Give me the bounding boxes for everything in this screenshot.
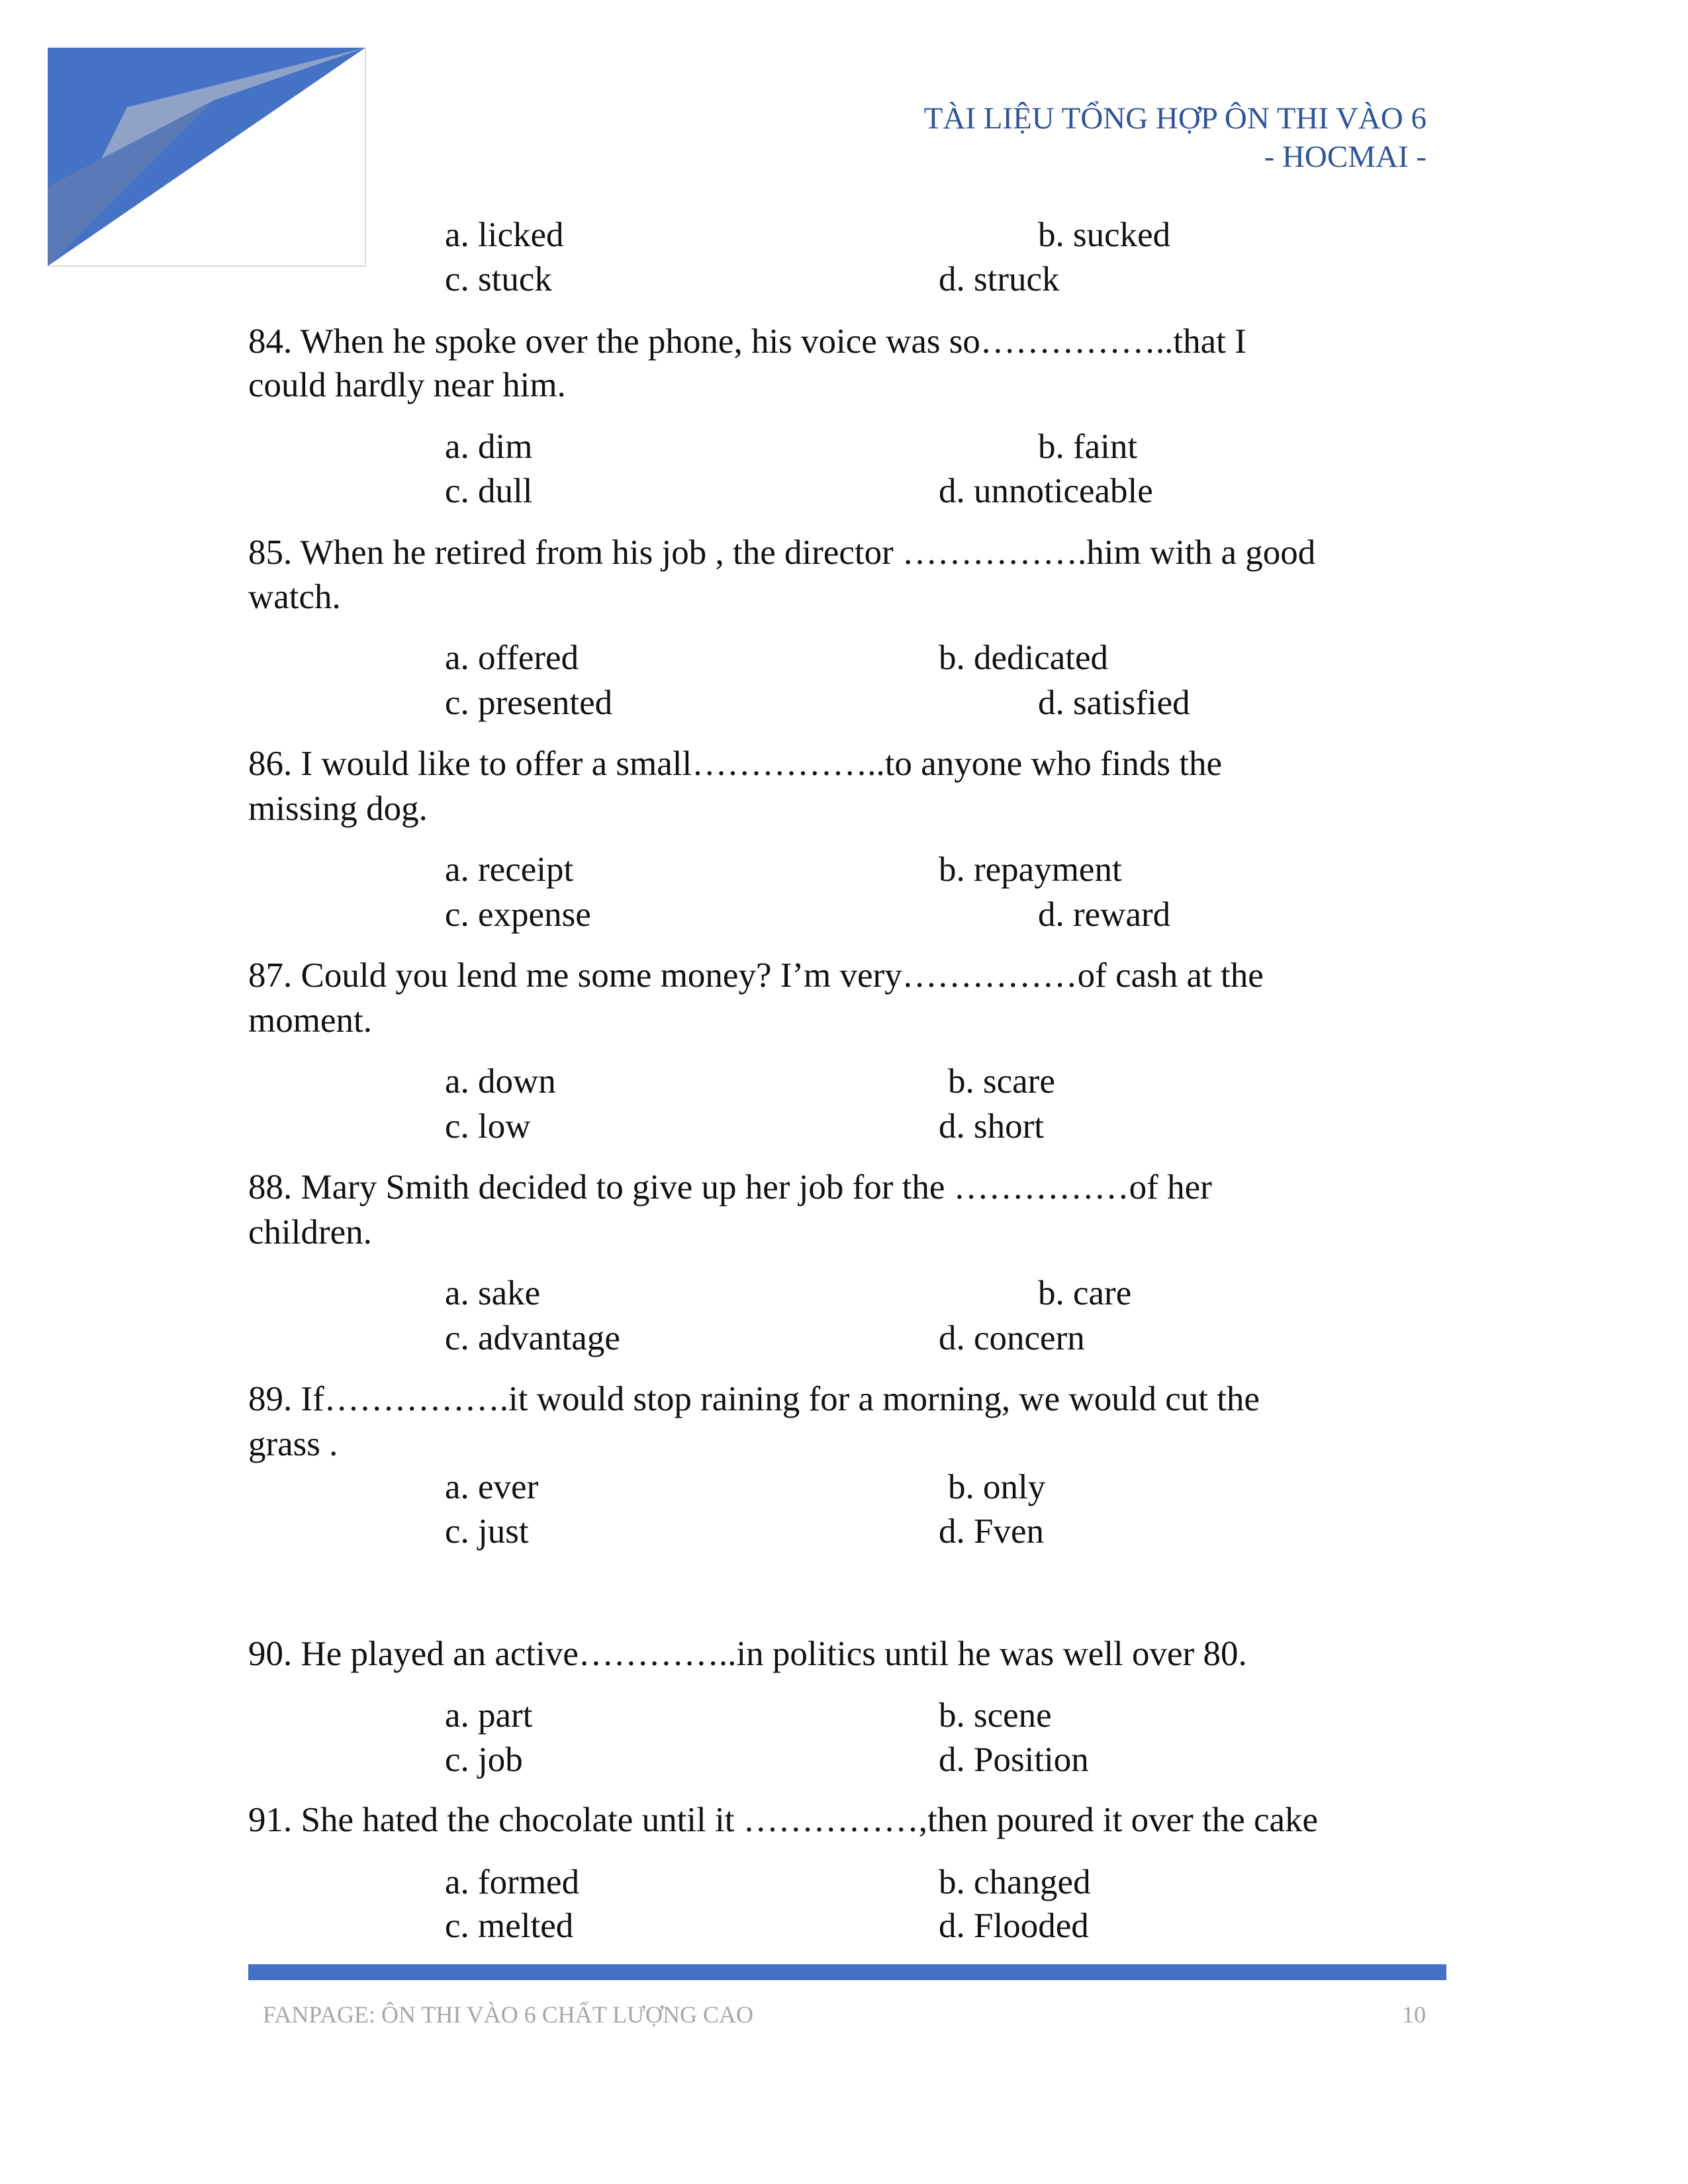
q87-option-b: b. scare <box>948 1062 1055 1101</box>
q87-option-c: c. low <box>445 1107 531 1146</box>
q87-text-line2: moment. <box>248 1001 372 1040</box>
q88-text-line1: 88. Mary Smith decided to give up her job for the ……………of her <box>248 1168 1212 1206</box>
q91-option-b: b. changed <box>939 1863 1091 1901</box>
q86-option-c: c. expense <box>445 895 591 934</box>
q84-option-b: b. faint <box>1038 428 1138 466</box>
q91-option-d: d. Flooded <box>939 1907 1089 1945</box>
q91-option-c: c. melted <box>445 1907 574 1945</box>
q90-option-d: d. Position <box>939 1741 1089 1779</box>
q89-option-a: a. ever <box>445 1468 539 1506</box>
q85-option-a: a. offered <box>445 639 579 677</box>
q85-text-line1: 85. When he retired from his job , the director …………….him with a good <box>248 533 1316 572</box>
q87-option-d: d. short <box>939 1107 1044 1146</box>
header-subtitle: - HOCMAI - <box>1264 140 1427 174</box>
q83-option-a: a. licked <box>445 216 564 254</box>
q91-option-a: a. formed <box>445 1863 580 1901</box>
q89-text-line2: grass . <box>248 1425 338 1463</box>
document-header <box>924 99 1427 176</box>
q83-option-c: c. stuck <box>445 260 552 298</box>
q85-option-c: c. presented <box>445 684 613 722</box>
q83-option-d: d. struck <box>939 260 1060 298</box>
q87-option-a: a. down <box>445 1062 556 1101</box>
q85-option-b: b. dedicated <box>939 639 1109 677</box>
q83-option-b: b. sucked <box>1038 216 1171 254</box>
q86-option-d: d. reward <box>1038 895 1171 934</box>
q86-option-a: a. receipt <box>445 850 574 889</box>
hocmai-logo-shape <box>48 48 372 270</box>
q86-text-line2: missing dog. <box>248 790 428 828</box>
q84-text-line2: could hardly near him. <box>248 366 566 404</box>
footer-fanpage: FANPAGE: ÔN THI VÀO 6 CHẤT LƯỢNG CAO <box>263 2001 753 2028</box>
header-title: TÀI LIỆU TỔNG HỢP ÔN THI VÀO 6 <box>923 101 1427 136</box>
q84-text-line1: 84. When he spoke over the phone, his voice was so……………..that I <box>248 322 1246 361</box>
q90-text-line1: 90. He played an active…………..in politics until he was well over 80. <box>248 1635 1247 1673</box>
q84-option-a: a. dim <box>445 428 533 466</box>
q88-option-c: c. advantage <box>445 1319 620 1357</box>
q90-option-c: c. job <box>445 1741 523 1779</box>
q88-option-b: b. care <box>1038 1274 1132 1312</box>
q90-option-a: a. part <box>445 1696 533 1735</box>
footer-divider <box>248 1964 1446 1980</box>
q89-option-b: b. only <box>948 1468 1046 1506</box>
q85-option-d: d. satisfied <box>1038 684 1190 722</box>
q88-option-d: d. concern <box>939 1319 1085 1357</box>
q84-option-d: d. unnoticeable <box>939 472 1153 510</box>
q86-text-line1: 86. I would like to offer a small……………..to anyone who finds the <box>248 745 1223 783</box>
q88-text-line2: children. <box>248 1213 372 1251</box>
q89-text-line1: 89. If…………….it would stop raining for a morning, we would cut the <box>248 1380 1260 1418</box>
q85-text-line2: watch. <box>248 578 341 616</box>
q86-option-b: b. repayment <box>939 850 1122 889</box>
q91-text-line1: 91. She hated the chocolate until it ……………,then poured it over the cake <box>248 1801 1319 1839</box>
q88-option-a: a. sake <box>445 1274 541 1312</box>
q89-option-d: d. Fven <box>939 1512 1044 1551</box>
q87-text-line1: 87. Could you lend me some money? I’m very……………of cash at the <box>248 956 1264 995</box>
q84-option-c: c. dull <box>445 472 533 510</box>
q90-option-b: b. scene <box>939 1696 1052 1735</box>
page-number: 10 <box>1402 2001 1426 2028</box>
q89-option-c: c. just <box>445 1512 529 1551</box>
